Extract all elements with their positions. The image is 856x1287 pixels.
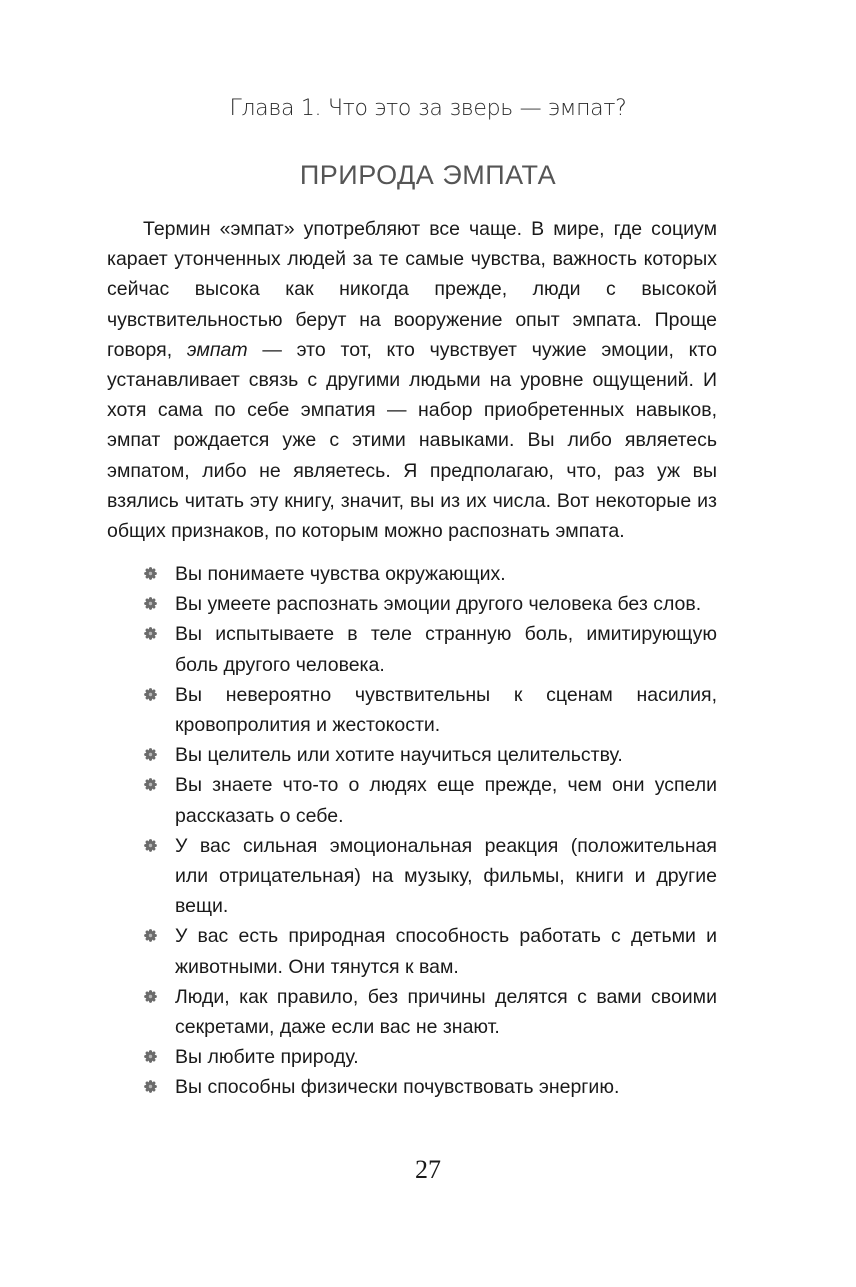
rosette-bullet-icon (144, 627, 157, 640)
paragraph-part-1: Термин «эмпат» употребляют все чаще. В мире, где социум карает утонченных людей за те самые чувства, важность которых сейчас высока как никогда прежде, люди с высокой чувствительностью берут на вооружение опыт эмпата. Проще говоря, (107, 218, 717, 361)
page-number: 27 (415, 1155, 441, 1184)
rosette-bullet-icon (144, 748, 157, 761)
intro-paragraph (107, 214, 717, 546)
list-item (107, 982, 717, 1042)
rosette-bullet-icon (144, 1080, 157, 1093)
rosette-bullet-icon (144, 688, 157, 701)
list-item-text: У вас сильная эмоциональная реакция (положительная или отрицательная) на музыку, фильмы, книги и другие вещи. (175, 834, 717, 918)
list-item-text: У вас есть природная способность работать с детьми и животными. Они тянутся к вам. (175, 925, 717, 978)
list-item (107, 680, 717, 740)
list-item (107, 740, 717, 770)
section-title: ПРИРОДА ЭМПАТА (299, 160, 557, 190)
list-item (107, 831, 717, 922)
list-item-text: Люди, как правило, без причины делятся с вами своими секретами, даже если вас не знают. (175, 985, 717, 1039)
list-item (107, 619, 717, 679)
list-item-text: Вы любите природу. (175, 1046, 359, 1069)
list-item-text: Вы испытываете в теле странную боль, имитирующую боль другого человека. (175, 623, 717, 676)
rosette-bullet-icon (144, 778, 157, 791)
rosette-bullet-icon (144, 567, 157, 580)
list-item-text: Вы знаете что-то о людях еще прежде, чем они успели рассказать о себе. (175, 774, 717, 827)
paragraph-part-2: — это тот, кто чувствует чужие эмоции, кто устанавливает связь с другими людьми на уровне ощущений. И хотя сама по себе эмпатия — набор приобретенных навыков, эмпат рождается уже с этими навыками. Вы либо являетесь эмпатом, либо не являетесь. Я предполагаю, что, раз уж вы взялись читать эту книгу, значит, вы из их числа. Вот некоторые из общих признаков, по которым можно распознать эмпата. (107, 338, 717, 543)
rosette-bullet-icon (144, 929, 157, 942)
body-text (107, 214, 717, 546)
list-item-text: Вы умеете распознать эмоции другого человека без слов. (175, 593, 702, 616)
list-item (107, 1072, 717, 1102)
list-item-text: Вы способны физически почувствовать энергию. (175, 1076, 620, 1099)
rosette-bullet-icon (144, 990, 157, 1003)
list-item-text: Вы целитель или хотите научиться целительству. (175, 744, 623, 767)
list-item (107, 770, 717, 830)
list-item (107, 589, 717, 619)
list-item (107, 559, 717, 589)
rosette-bullet-icon (144, 1050, 157, 1063)
list-item (107, 921, 717, 981)
list-item-text: Вы понимаете чувства окружающих. (175, 563, 506, 585)
list-item (107, 1042, 717, 1072)
running-head: Глава 1. Что это за зверь — эмпат? (229, 96, 627, 121)
empath-signs-list (107, 559, 717, 1103)
rosette-bullet-icon (144, 597, 157, 610)
emphasis-term: эмпат (186, 338, 248, 361)
rosette-bullet-icon (144, 839, 157, 852)
list-item-text: Вы невероятно чувствительны к сценам насилия, кровопролития и жестокости. (175, 683, 717, 737)
